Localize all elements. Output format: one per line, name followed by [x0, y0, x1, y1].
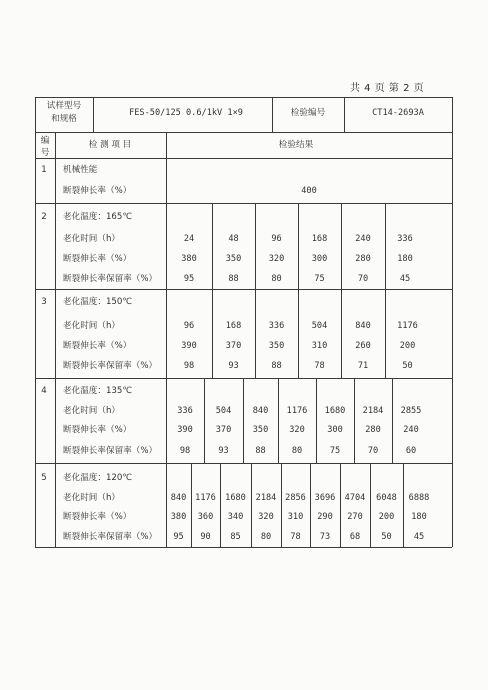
section-title: 老化温度：135℃ [63, 386, 133, 396]
section-title: 机械性能 [63, 165, 98, 175]
section-divider [35, 203, 452, 204]
value-column-divider [243, 378, 244, 463]
value-cell: 96 [183, 321, 195, 331]
value-cell: 80 [260, 532, 272, 542]
row-label: 断裂伸长率（%） [63, 512, 132, 522]
value-cell: 95 [183, 274, 195, 284]
value-cell: 75 [329, 446, 341, 456]
value-cell: 370 [225, 341, 242, 351]
value-cell: 2856 [285, 493, 306, 503]
value-cell: 96 [271, 234, 282, 244]
value-cell: 50 [402, 361, 413, 371]
value-column-divider [298, 289, 299, 378]
value-cell: 240 [403, 425, 419, 435]
row-label: 断裂伸长率（%） [63, 254, 132, 264]
value-cell: 350 [268, 341, 285, 351]
value-column-divider [251, 463, 252, 547]
row-label: 断裂伸长率保留率（%） [63, 274, 158, 284]
value-cell: 60 [405, 446, 417, 456]
value-cell: 350 [252, 425, 269, 435]
value-cell: 71 [357, 361, 369, 371]
row-label: 老化时间（h） [63, 493, 121, 503]
section-number: 1 [41, 165, 47, 175]
table-rule [344, 97, 345, 132]
value-cell: 1680 [324, 406, 346, 416]
value-cell: 300 [311, 254, 328, 264]
value-cell: 200 [399, 341, 416, 351]
section-divider [35, 463, 452, 464]
row-label: 断裂伸长率保留率（%） [63, 532, 158, 542]
value-cell: 280 [365, 425, 381, 435]
value-cell: 336 [268, 321, 285, 331]
table-rule [93, 97, 94, 132]
value-cell: 504 [311, 321, 328, 331]
row-label: 断裂伸长率（%） [63, 425, 132, 435]
row-label: 断裂伸长率保留率（%） [63, 446, 158, 456]
value-cell: 85 [230, 532, 241, 542]
value-cell: 24 [183, 234, 195, 244]
row-label: 断裂伸长率（%） [63, 186, 132, 196]
row-label: 老化时间（h） [63, 406, 121, 416]
value-cell: 380 [170, 512, 187, 522]
value-cell: 88 [228, 274, 239, 284]
value-cell: 340 [227, 512, 244, 522]
column-no-divider [55, 132, 56, 547]
row-label: 断裂伸长率（%） [63, 341, 132, 351]
value-cell: 4704 [344, 493, 366, 503]
column-header-divider [35, 158, 452, 159]
value-column-divider [403, 463, 404, 547]
section-number: 3 [41, 297, 47, 307]
value-cell: 88 [255, 446, 266, 456]
value-column-divider [385, 289, 386, 378]
value-column-divider [212, 203, 213, 289]
value-column-divider [316, 378, 317, 463]
page-indicator: 共 4 页 第 2 页 [350, 83, 425, 94]
value-cell: 270 [347, 512, 363, 522]
value-cell: 280 [355, 254, 371, 264]
value-cell: 70 [357, 274, 369, 284]
value-cell: 840 [252, 406, 269, 416]
column-item-divider [166, 132, 167, 547]
value-cell: 1176 [195, 493, 216, 503]
value-cell: 290 [317, 512, 333, 522]
value-cell: 370 [215, 425, 232, 435]
value-column-divider [370, 463, 371, 547]
value-cell: 93 [218, 446, 229, 456]
value-cell: 45 [413, 532, 425, 542]
section-title: 老化温度：150℃ [63, 297, 133, 307]
value-cell: 2855 [400, 406, 422, 416]
row-label: 老化时间（h） [63, 321, 121, 331]
value-cell: 6888 [408, 493, 430, 503]
value-cell: 320 [289, 425, 305, 435]
section-number: 5 [41, 473, 47, 483]
sample-label: 试样型号 [46, 101, 82, 111]
value-cell: 390 [181, 341, 197, 351]
value-cell: 90 [200, 532, 211, 542]
value-column-divider [255, 203, 256, 289]
section-number: 4 [41, 386, 47, 396]
value-cell: 168 [225, 321, 242, 331]
value-cell: 1680 [225, 493, 246, 503]
value-cell: 45 [399, 274, 411, 284]
value-cell: 168 [311, 234, 328, 244]
value-cell: 95 [173, 532, 184, 542]
value-column-divider [385, 203, 386, 289]
table-left-border [35, 97, 36, 547]
value-cell: 70 [367, 446, 379, 456]
value-cell: 3696 [314, 493, 336, 503]
value-cell: 840 [355, 321, 371, 331]
value-cell: 504 [215, 406, 232, 416]
value-cell: 48 [228, 234, 239, 244]
value-cell: 336 [177, 406, 193, 416]
value-column-divider [204, 378, 205, 463]
value-cell: 1176 [286, 406, 308, 416]
value-cell: 68 [349, 532, 361, 542]
table-bottom-border [35, 547, 452, 548]
value-cell: 200 [378, 512, 395, 522]
section-number: 2 [41, 212, 47, 222]
value-cell: 78 [290, 532, 301, 542]
value-column-divider [341, 289, 342, 378]
value-cell: 390 [177, 425, 193, 435]
table-right-border [452, 97, 453, 547]
value-cell: 88 [271, 361, 282, 371]
value-column-divider [354, 378, 355, 463]
value-cell: 180 [411, 512, 427, 522]
value-cell: 300 [327, 425, 343, 435]
column-no-header: 号 [40, 148, 50, 158]
value-cell: 240 [355, 234, 371, 244]
value-cell: 80 [271, 274, 282, 284]
value-cell: 380 [181, 254, 197, 264]
value-cell: 98 [179, 446, 191, 456]
value-cell: 93 [228, 361, 239, 371]
value-column-divider [298, 203, 299, 289]
value-cell: 320 [268, 254, 285, 264]
value-cell: 2184 [362, 406, 384, 416]
value-cell: 320 [258, 512, 274, 522]
table-rule [272, 97, 273, 132]
value-cell: 75 [314, 274, 325, 284]
value-cell: 6048 [376, 493, 397, 503]
row-label: 断裂伸长率保留率（%） [63, 361, 158, 371]
column-item-header: 检 测 项 目 [88, 140, 132, 150]
table-top-border [35, 97, 452, 98]
value-cell: 1176 [397, 321, 418, 331]
sample-label: 和规格 [51, 114, 77, 124]
value-cell: 310 [311, 341, 328, 351]
value-cell: 360 [197, 512, 214, 522]
value-cell: 73 [319, 532, 331, 542]
section-divider [35, 289, 452, 290]
value-column-divider [310, 463, 311, 547]
value-column-divider [278, 378, 279, 463]
value-cell: 98 [183, 361, 195, 371]
value-column-divider [341, 203, 342, 289]
value-column-divider [392, 378, 393, 463]
value-column-divider [255, 289, 256, 378]
value-cell: 840 [170, 493, 187, 503]
value-cell: 400 [301, 186, 317, 196]
value-cell: 260 [355, 341, 371, 351]
value-column-divider [281, 463, 282, 547]
header-divider [35, 132, 452, 133]
row-label: 老化时间（h） [63, 234, 121, 244]
value-cell: 336 [397, 234, 413, 244]
value-cell: 80 [291, 446, 303, 456]
report-no-label: 检验编号 [290, 108, 326, 118]
value-column-divider [340, 463, 341, 547]
value-column-divider [212, 289, 213, 378]
value-cell: 180 [397, 254, 413, 264]
value-cell: 50 [381, 532, 392, 542]
value-cell: 78 [314, 361, 325, 371]
report-no-value: CT14-2693A [372, 108, 424, 118]
section-title: 老化温度：120℃ [63, 473, 133, 483]
value-cell: 350 [225, 254, 242, 264]
value-column-divider [191, 463, 192, 547]
value-column-divider [220, 463, 221, 547]
sample-value: FES-50/125 0.6/1kV 1×9 [129, 108, 243, 118]
column-result-header: 检验结果 [278, 140, 314, 150]
section-title: 老化温度：165℃ [63, 212, 133, 222]
column-no-header: 编 [40, 136, 50, 146]
value-cell: 310 [287, 512, 304, 522]
value-cell: 2184 [255, 493, 277, 503]
